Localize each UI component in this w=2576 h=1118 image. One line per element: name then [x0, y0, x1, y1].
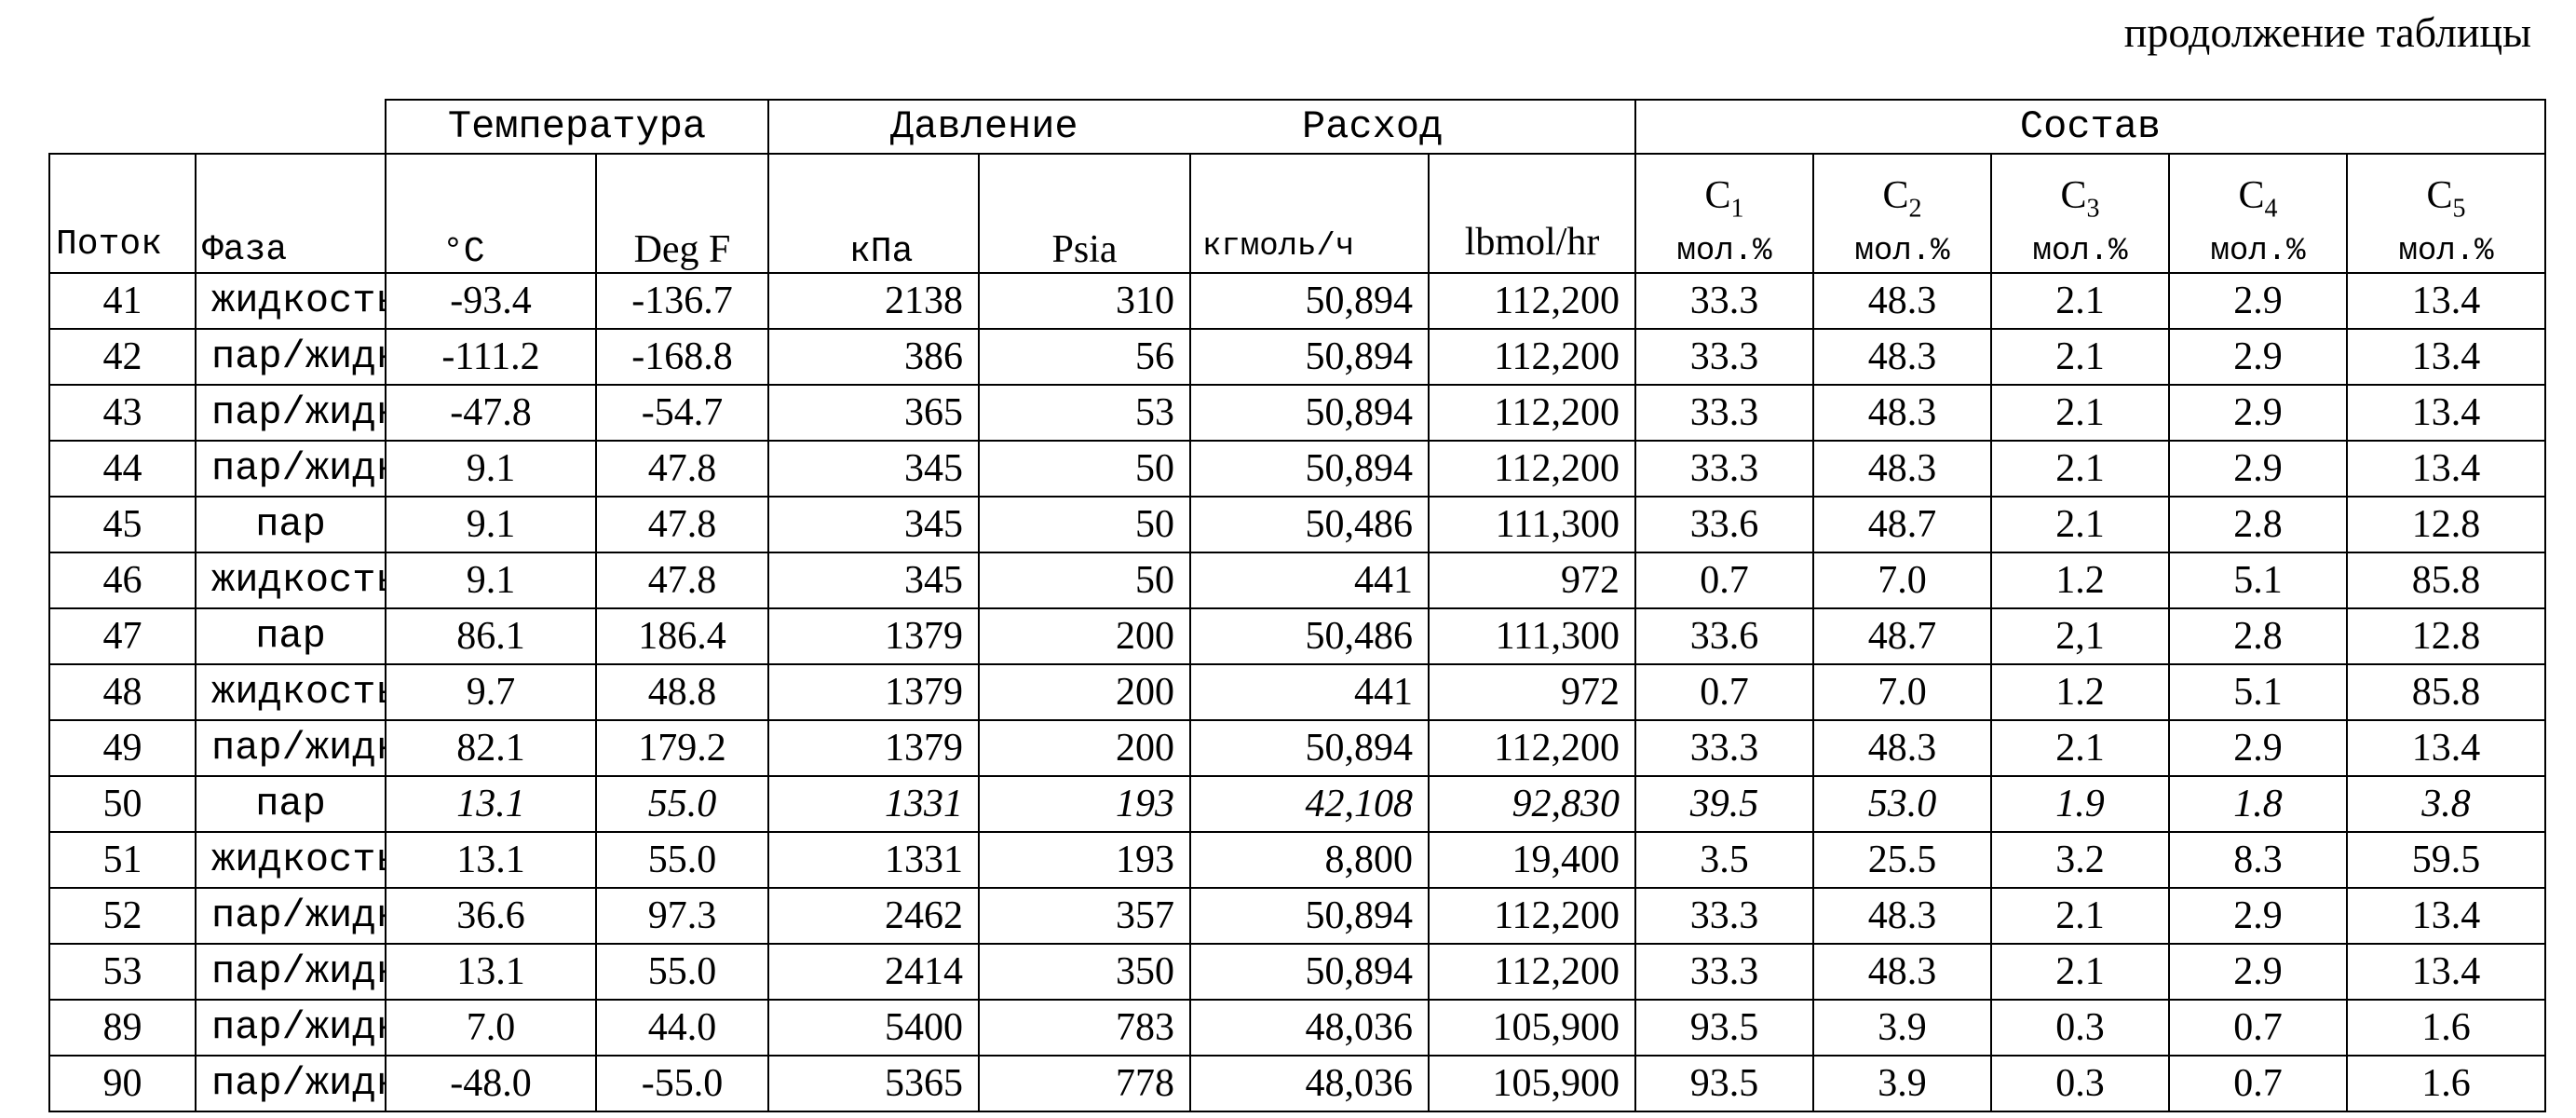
- comp-c2-cell: 48.3: [1813, 273, 1991, 329]
- comp-c2-cell: 48.3: [1813, 441, 1991, 497]
- comp-c1-cell: 3.5: [1635, 832, 1813, 888]
- comp-subscript: 5: [2453, 194, 2466, 223]
- flow-lb-cell: 112,200: [1429, 944, 1635, 1000]
- press-kpa-cell: 1331: [768, 832, 979, 888]
- temp-c-cell: 13.1: [386, 776, 596, 832]
- stream-cell: 52: [49, 888, 196, 944]
- comp-c2-cell: 7.0: [1813, 664, 1991, 720]
- flow-lb-cell: 112,200: [1429, 441, 1635, 497]
- comp-c2-cell: 48.3: [1813, 720, 1991, 776]
- press-psia-cell: 200: [979, 664, 1190, 720]
- stream-cell: 42: [49, 329, 196, 385]
- temp-f-cell: 47.8: [596, 552, 768, 608]
- comp-subscript: 2: [1909, 194, 1922, 223]
- comp-c4-cell: 0.7: [2169, 1000, 2347, 1056]
- comp-c4-cell: 8.3: [2169, 832, 2347, 888]
- stream-cell: 46: [49, 552, 196, 608]
- comp-c4-cell: 2.9: [2169, 273, 2347, 329]
- stream-cell: 89: [49, 1000, 196, 1056]
- press-psia-cell: 193: [979, 776, 1190, 832]
- flow-lb-cell: 19,400: [1429, 832, 1635, 888]
- phase-cell: пар/жидк: [196, 944, 386, 1000]
- stream-cell: 50: [49, 776, 196, 832]
- temp-f-header: Deg F: [596, 154, 768, 273]
- stream-cell: 48: [49, 664, 196, 720]
- phase-cell: жидкость: [196, 664, 386, 720]
- comp-letter: C: [1705, 174, 1731, 217]
- flow-kg-cell: 50,894: [1190, 441, 1429, 497]
- comp-letter: C: [2239, 174, 2265, 217]
- flow-kg-cell: 50,486: [1190, 497, 1429, 552]
- comp-c2-header: [1813, 154, 1991, 273]
- comp-c1-cell: 39.5: [1635, 776, 1813, 832]
- press-kpa-cell: 2138: [768, 273, 979, 329]
- flow-lb-cell: 105,900: [1429, 1000, 1635, 1056]
- comp-c2-cell: 7.0: [1813, 552, 1991, 608]
- temp-f-cell: 186.4: [596, 608, 768, 664]
- temp-f-cell: 55.0: [596, 832, 768, 888]
- comp-c4-cell: 2.9: [2169, 944, 2347, 1000]
- phase-header: Фаза: [196, 154, 386, 273]
- stream-cell: 51: [49, 832, 196, 888]
- comp-c3-header: [1991, 154, 2169, 273]
- comp-c5-cell: 13.4: [2347, 944, 2545, 1000]
- comp-c3-cell: 1.9: [1991, 776, 2169, 832]
- comp-c5-cell: 1.6: [2347, 1056, 2545, 1111]
- comp-c4-cell: 5.1: [2169, 664, 2347, 720]
- table-row: [49, 1000, 2545, 1056]
- comp-c4-cell: 2.9: [2169, 441, 2347, 497]
- group-header-row: [49, 100, 2545, 154]
- table-row: [49, 664, 2545, 720]
- comp-c1-cell: 33.3: [1635, 273, 1813, 329]
- comp-letter: C: [1883, 174, 1909, 217]
- press-kpa-cell: 2462: [768, 888, 979, 944]
- phase-cell: жидкость: [196, 832, 386, 888]
- flow-lb-cell: 92,830: [1429, 776, 1635, 832]
- table-row: [49, 1056, 2545, 1111]
- temp-c-cell: 9.1: [386, 441, 596, 497]
- temp-c-header: °C: [386, 154, 596, 273]
- temp-f-cell: -55.0: [596, 1056, 768, 1111]
- temp-c-cell: 86.1: [386, 608, 596, 664]
- temp-f-cell: 55.0: [596, 944, 768, 1000]
- flow-lb-cell: 112,200: [1429, 385, 1635, 441]
- table-row: [49, 776, 2545, 832]
- flow-lb-cell: 972: [1429, 664, 1635, 720]
- comp-c2-cell: 3.9: [1813, 1056, 1991, 1111]
- press-psia-cell: 350: [979, 944, 1190, 1000]
- press-psia-cell: 357: [979, 888, 1190, 944]
- phase-cell: пар/жидк: [196, 441, 386, 497]
- press-kpa-cell: 1379: [768, 664, 979, 720]
- press-psia-cell: 310: [979, 273, 1190, 329]
- table-row: [49, 441, 2545, 497]
- comp-c5-cell: 12.8: [2347, 497, 2545, 552]
- table-row: [49, 385, 2545, 441]
- temp-c-cell: -48.0: [386, 1056, 596, 1111]
- comp-c2-cell: 48.7: [1813, 497, 1991, 552]
- comp-c3-cell: 1.2: [1991, 664, 2169, 720]
- flow-kg-cell: 50,894: [1190, 888, 1429, 944]
- flow-kg-cell: 441: [1190, 664, 1429, 720]
- flow-lb-cell: 112,200: [1429, 329, 1635, 385]
- temp-f-cell: -168.8: [596, 329, 768, 385]
- stream-cell: 45: [49, 497, 196, 552]
- press-psia-cell: 778: [979, 1056, 1190, 1111]
- comp-c4-cell: 5.1: [2169, 552, 2347, 608]
- table-row: [49, 720, 2545, 776]
- temp-c-cell: 82.1: [386, 720, 596, 776]
- comp-c4-cell: 0.7: [2169, 1056, 2347, 1111]
- comp-c1-cell: 33.3: [1635, 441, 1813, 497]
- temp-f-cell: 97.3: [596, 888, 768, 944]
- press-kpa-cell: 345: [768, 552, 979, 608]
- flow-lb-cell: 111,300: [1429, 608, 1635, 664]
- comp-c3-cell: 2.1: [1991, 944, 2169, 1000]
- press-psia-cell: 50: [979, 497, 1190, 552]
- comp-c1-header: [1635, 154, 1813, 273]
- phase-cell: пар/жидк: [196, 329, 386, 385]
- comp-c1-cell: 33.3: [1635, 385, 1813, 441]
- temp-c-cell: -93.4: [386, 273, 596, 329]
- phase-cell: пар/жидк: [196, 888, 386, 944]
- press-kpa-cell: 5400: [768, 1000, 979, 1056]
- comp-c1-cell: 33.3: [1635, 944, 1813, 1000]
- comp-c5-cell: 13.4: [2347, 888, 2545, 944]
- flow-lb-cell: 972: [1429, 552, 1635, 608]
- stream-cell: 49: [49, 720, 196, 776]
- comp-c4-cell: 2.9: [2169, 888, 2347, 944]
- comp-c1-cell: 0.7: [1635, 552, 1813, 608]
- comp-c2-cell: 53.0: [1813, 776, 1991, 832]
- comp-c4-header: [2169, 154, 2347, 273]
- comp-c5-cell: 85.8: [2347, 552, 2545, 608]
- stream-cell: 41: [49, 273, 196, 329]
- comp-c3-cell: 2.1: [1991, 888, 2169, 944]
- comp-unit: мол.%: [1651, 231, 1797, 272]
- comp-c5-cell: 3.8: [2347, 776, 2545, 832]
- comp-c5-cell: 12.8: [2347, 608, 2545, 664]
- comp-c4-cell: 2.8: [2169, 497, 2347, 552]
- flow-kg-cell: 42,108: [1190, 776, 1429, 832]
- comp-c2-cell: 48.3: [1813, 385, 1991, 441]
- temp-f-cell: 48.8: [596, 664, 768, 720]
- column-header-row: [49, 154, 2545, 273]
- temp-c-cell: -47.8: [386, 385, 596, 441]
- temp-c-cell: 9.7: [386, 664, 596, 720]
- press-psia-cell: 50: [979, 441, 1190, 497]
- comp-c3-cell: 2,1: [1991, 608, 2169, 664]
- press-kpa-cell: 1379: [768, 720, 979, 776]
- flow-lb-cell: 111,300: [1429, 497, 1635, 552]
- comp-c1-cell: 33.3: [1635, 329, 1813, 385]
- comp-c5-cell: 59.5: [2347, 832, 2545, 888]
- press-psia-header: Psia: [979, 154, 1190, 273]
- comp-c5-cell: 13.4: [2347, 441, 2545, 497]
- press-kpa-cell: 345: [768, 441, 979, 497]
- phase-cell: пар/жидк: [196, 720, 386, 776]
- flow-lb-cell: 112,200: [1429, 273, 1635, 329]
- flow-kg-cell: 48,036: [1190, 1000, 1429, 1056]
- press-kpa-cell: 365: [768, 385, 979, 441]
- stream-data-table: [48, 99, 2546, 1112]
- stream-header: Поток: [49, 154, 196, 273]
- temp-f-cell: 55.0: [596, 776, 768, 832]
- flow-kg-cell: 441: [1190, 552, 1429, 608]
- table-row: [49, 608, 2545, 664]
- press-kpa-cell: 5365: [768, 1056, 979, 1111]
- comp-unit: мол.%: [2185, 231, 2331, 272]
- phase-cell: пар/жидк: [196, 1056, 386, 1111]
- phase-cell: пар/жидк: [196, 1000, 386, 1056]
- comp-unit: мол.%: [2007, 231, 2153, 272]
- comp-c1-cell: 33.3: [1635, 720, 1813, 776]
- pressure-group-header: Давление: [768, 100, 1190, 154]
- comp-c3-cell: 2.1: [1991, 720, 2169, 776]
- temp-f-cell: 44.0: [596, 1000, 768, 1056]
- comp-c4-cell: 2.9: [2169, 385, 2347, 441]
- flow-kg-cell: 50,894: [1190, 720, 1429, 776]
- flow-kg-header: кгмоль/ч: [1190, 154, 1429, 273]
- comp-c2-cell: 48.3: [1813, 329, 1991, 385]
- stream-cell: 43: [49, 385, 196, 441]
- temp-c-cell: 36.6: [386, 888, 596, 944]
- comp-unit: мол.%: [2363, 231, 2529, 272]
- temp-c-cell: 9.1: [386, 497, 596, 552]
- comp-c4-cell: 2.9: [2169, 720, 2347, 776]
- phase-cell: пар: [196, 608, 386, 664]
- flow-kg-cell: 8,800: [1190, 832, 1429, 888]
- comp-c3-cell: 0.3: [1991, 1056, 2169, 1111]
- composition-group-header: Состав: [1635, 100, 2545, 154]
- table-row: [49, 944, 2545, 1000]
- phase-cell: пар/жидк: [196, 385, 386, 441]
- temp-f-cell: 179.2: [596, 720, 768, 776]
- comp-c3-cell: 1.2: [1991, 552, 2169, 608]
- comp-c2-cell: 3.9: [1813, 1000, 1991, 1056]
- temp-c-cell: 9.1: [386, 552, 596, 608]
- table-row: [49, 497, 2545, 552]
- temp-f-cell: -54.7: [596, 385, 768, 441]
- press-psia-cell: 783: [979, 1000, 1190, 1056]
- press-kpa-header: кПа: [768, 154, 979, 273]
- phase-cell: жидкость: [196, 273, 386, 329]
- press-kpa-cell: 345: [768, 497, 979, 552]
- comp-c5-header: [2347, 154, 2545, 273]
- flow-kg-cell: 50,486: [1190, 608, 1429, 664]
- press-kpa-cell: 386: [768, 329, 979, 385]
- comp-subscript: 1: [1731, 194, 1744, 223]
- comp-letter: C: [2427, 174, 2453, 217]
- comp-c3-cell: 0.3: [1991, 1000, 2169, 1056]
- comp-c1-cell: 33.6: [1635, 608, 1813, 664]
- press-kpa-cell: 2414: [768, 944, 979, 1000]
- comp-c2-cell: 48.3: [1813, 888, 1991, 944]
- stream-cell: 90: [49, 1056, 196, 1111]
- comp-c5-cell: 1.6: [2347, 1000, 2545, 1056]
- table-row: [49, 329, 2545, 385]
- phase-cell: жидкость: [196, 552, 386, 608]
- press-psia-cell: 193: [979, 832, 1190, 888]
- table-row: [49, 888, 2545, 944]
- comp-c1-cell: 0.7: [1635, 664, 1813, 720]
- temp-c-cell: 13.1: [386, 832, 596, 888]
- comp-c5-cell: 13.4: [2347, 385, 2545, 441]
- comp-c5-cell: 13.4: [2347, 720, 2545, 776]
- flow-lb-header: lbmol/hr: [1429, 154, 1635, 273]
- comp-c5-cell: 13.4: [2347, 329, 2545, 385]
- flow-kg-cell: 48,036: [1190, 1056, 1429, 1111]
- comp-c1-cell: 93.5: [1635, 1056, 1813, 1111]
- flow-kg-cell: 50,894: [1190, 944, 1429, 1000]
- comp-c3-cell: 2.1: [1991, 329, 2169, 385]
- press-kpa-cell: 1379: [768, 608, 979, 664]
- comp-unit: мол.%: [1829, 231, 1975, 272]
- temp-c-cell: 13.1: [386, 944, 596, 1000]
- stream-cell: 44: [49, 441, 196, 497]
- comp-c5-cell: 85.8: [2347, 664, 2545, 720]
- stream-cell: 47: [49, 608, 196, 664]
- flow-kg-cell: 50,894: [1190, 385, 1429, 441]
- comp-c4-cell: 1.8: [2169, 776, 2347, 832]
- blank-corner: [49, 100, 386, 154]
- temp-c-cell: 7.0: [386, 1000, 596, 1056]
- comp-c3-cell: 2.1: [1991, 385, 2169, 441]
- comp-c2-cell: 48.3: [1813, 944, 1991, 1000]
- temp-f-cell: 47.8: [596, 441, 768, 497]
- press-kpa-cell: 1331: [768, 776, 979, 832]
- comp-c4-cell: 2.8: [2169, 608, 2347, 664]
- press-psia-cell: 200: [979, 608, 1190, 664]
- temperature-group-header: Температура: [386, 100, 768, 154]
- press-psia-cell: 50: [979, 552, 1190, 608]
- flow-kg-cell: 50,894: [1190, 273, 1429, 329]
- table-row: [49, 273, 2545, 329]
- flow-lb-cell: 112,200: [1429, 888, 1635, 944]
- flow-lb-cell: 105,900: [1429, 1056, 1635, 1111]
- comp-subscript: 3: [2087, 194, 2100, 223]
- comp-c5-cell: 13.4: [2347, 273, 2545, 329]
- press-psia-cell: 56: [979, 329, 1190, 385]
- flow-group-header: Расход: [1190, 100, 1635, 154]
- comp-c3-cell: 2.1: [1991, 441, 2169, 497]
- comp-c3-cell: 3.2: [1991, 832, 2169, 888]
- phase-cell: пар: [196, 497, 386, 552]
- press-psia-cell: 53: [979, 385, 1190, 441]
- table-row: [49, 832, 2545, 888]
- press-psia-cell: 200: [979, 720, 1190, 776]
- temp-c-cell: -111.2: [386, 329, 596, 385]
- comp-c3-cell: 2.1: [1991, 273, 2169, 329]
- table-caption: продолжение таблицы: [2124, 7, 2531, 57]
- flow-kg-cell: 50,894: [1190, 329, 1429, 385]
- comp-subscript: 4: [2265, 194, 2278, 223]
- phase-cell: пар: [196, 776, 386, 832]
- table-row: [49, 552, 2545, 608]
- comp-c2-cell: 25.5: [1813, 832, 1991, 888]
- comp-letter: C: [2061, 174, 2087, 217]
- comp-c3-cell: 2.1: [1991, 497, 2169, 552]
- comp-c1-cell: 93.5: [1635, 1000, 1813, 1056]
- comp-c1-cell: 33.3: [1635, 888, 1813, 944]
- comp-c2-cell: 48.7: [1813, 608, 1991, 664]
- stream-cell: 53: [49, 944, 196, 1000]
- comp-c1-cell: 33.6: [1635, 497, 1813, 552]
- comp-c4-cell: 2.9: [2169, 329, 2347, 385]
- temp-f-cell: 47.8: [596, 497, 768, 552]
- flow-lb-cell: 112,200: [1429, 720, 1635, 776]
- temp-f-cell: -136.7: [596, 273, 768, 329]
